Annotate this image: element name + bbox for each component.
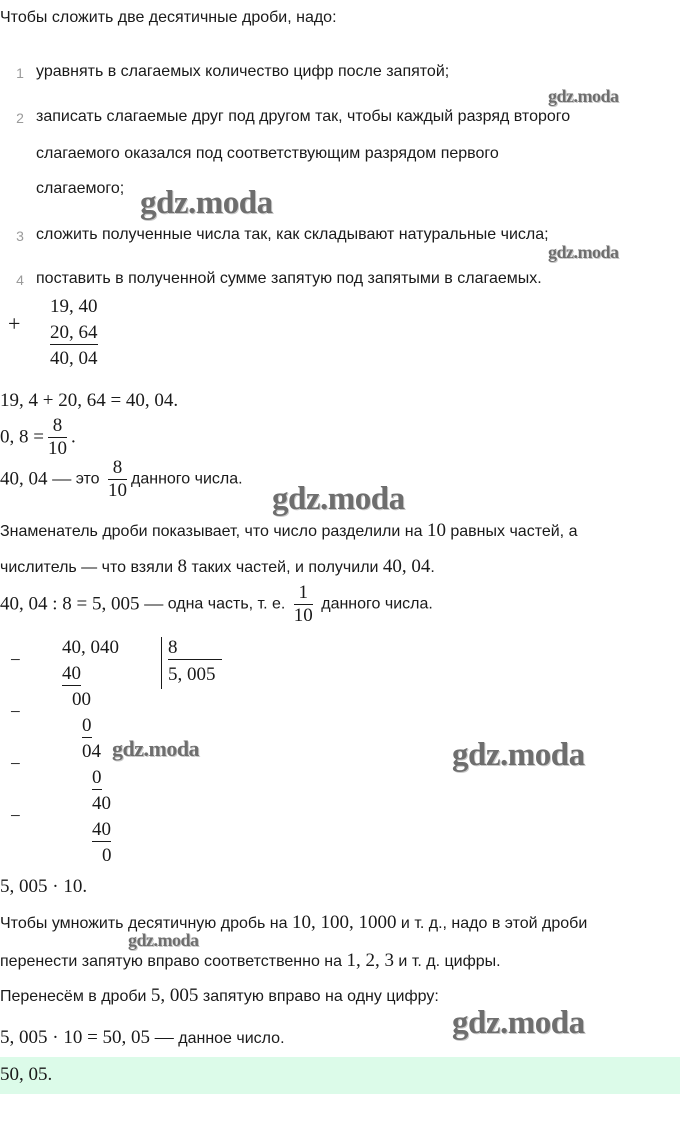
dividend: 40, 040	[62, 637, 119, 658]
division-step: 0	[92, 767, 102, 788]
addend-1: 19, 40	[50, 296, 98, 317]
fraction-numerator: 8	[48, 415, 67, 438]
text: Перенесём в дроби	[0, 988, 151, 1005]
fraction-numerator: 8	[108, 457, 127, 480]
text: Чтобы умножить десятичную дробь на	[0, 915, 292, 932]
fraction-denominator: 10	[47, 438, 67, 459]
step-text: поставить в полученной сумме запятую под запятыми в слагаемых.	[36, 270, 542, 287]
answer-box	[0, 1057, 680, 1094]
text: перенести запятую вправо соответственно на	[0, 953, 347, 970]
number: 5, 005	[150, 985, 199, 1006]
watermark: gdz.moda	[128, 930, 199, 950]
fraction-denominator: 10	[108, 480, 127, 501]
explanation-line-1	[0, 520, 577, 542]
result-text: данное число.	[173, 1030, 285, 1047]
explanation-line-2	[0, 556, 435, 578]
step-text: слагаемого;	[36, 180, 125, 197]
part-line	[0, 457, 243, 502]
text: равных частей, а	[445, 523, 578, 540]
intro-text: Чтобы сложить две десятичные дроби, надо:	[0, 9, 337, 26]
minus-sign: −	[10, 754, 21, 775]
move-line	[0, 985, 439, 1007]
step-text: записать слагаемые друг под другом так, чтобы каждый разряд второго	[36, 108, 571, 125]
numbers: 10, 100, 1000	[291, 912, 397, 933]
fraction	[294, 582, 313, 627]
rule-line-1	[0, 912, 587, 934]
answer-value: 50, 05.	[0, 1064, 53, 1085]
multiplication: 5, 005 · 10.	[0, 876, 88, 897]
watermark: gdz.moda	[452, 1005, 585, 1041]
step-number: 1	[16, 65, 24, 81]
fraction-left: 0, 8 =	[0, 426, 44, 448]
one-part-text: одна часть, т. е.	[163, 595, 290, 613]
text: и т. д. цифры.	[393, 953, 501, 970]
addend-2: 20, 64	[50, 322, 98, 343]
division-bracket	[161, 637, 162, 689]
step-number: 3	[16, 228, 24, 244]
watermark: gdz.moda	[548, 86, 619, 106]
text: .	[430, 559, 435, 576]
step-text: слагаемого оказался под соответствующим разрядом первого	[36, 145, 499, 162]
number: 40, 04	[382, 556, 431, 577]
one-part-line	[0, 582, 433, 627]
plus-sign: +	[8, 311, 21, 336]
number: 10	[426, 520, 446, 541]
result-equation: 5, 005 · 10 = 50, 05 —	[0, 1027, 174, 1048]
text: и т. д., надо в этой дроби	[396, 915, 588, 932]
step-number: 4	[16, 272, 24, 288]
fraction-equation	[0, 415, 76, 459]
watermark: gdz.moda	[272, 481, 405, 517]
division-step: 0	[82, 715, 92, 736]
rule-line-2	[0, 950, 501, 972]
sum-result: 40, 04	[50, 348, 98, 369]
watermark: gdz.moda	[112, 736, 200, 761]
watermark: gdz.moda	[452, 737, 585, 773]
division-step: 40	[92, 793, 111, 814]
part-word: это	[71, 470, 104, 488]
fraction-denominator: 10	[293, 605, 313, 626]
one-part-equation: 40, 04 : 8 = 5, 005 —	[0, 593, 164, 615]
step-number: 2	[16, 110, 24, 126]
division-step: 00	[72, 689, 91, 710]
minus-sign: −	[10, 650, 21, 671]
fraction-numerator: 1	[294, 582, 313, 605]
number: 8	[177, 556, 187, 577]
minus-sign: −	[10, 806, 21, 827]
sum-equation: 19, 4 + 20, 64 = 40, 04.	[0, 390, 179, 411]
step-text: уравнять в слагаемых количество цифр после запятой;	[36, 63, 450, 80]
division-step: 04	[82, 741, 101, 762]
minus-sign: −	[10, 702, 21, 723]
fraction-end: .	[70, 426, 76, 448]
division-step: 0	[102, 845, 112, 866]
text: таких частей, и получили	[187, 559, 383, 576]
text: Знаменатель дроби показывает, что число разделили на	[0, 523, 427, 540]
division-step: 40	[92, 819, 111, 840]
quotient: 5, 005	[168, 664, 216, 685]
step-text: сложить полученные числа так, как складывают натуральные числа;	[36, 226, 549, 243]
result-line	[0, 1027, 285, 1049]
division-step: 40	[62, 663, 81, 684]
numbers: 1, 2, 3	[346, 950, 394, 971]
one-part-tail: данного числа.	[316, 595, 433, 613]
part-tail: данного числа.	[131, 470, 243, 488]
watermark: gdz.moda	[548, 242, 619, 262]
watermark: gdz.moda	[140, 185, 273, 221]
fraction	[48, 415, 67, 459]
fraction	[108, 457, 127, 502]
part-value: 40, 04 —	[0, 468, 72, 490]
text: числитель — что взяли	[0, 559, 178, 576]
text: запятую вправо на одну цифру:	[198, 988, 439, 1005]
divisor: 8	[168, 637, 222, 660]
